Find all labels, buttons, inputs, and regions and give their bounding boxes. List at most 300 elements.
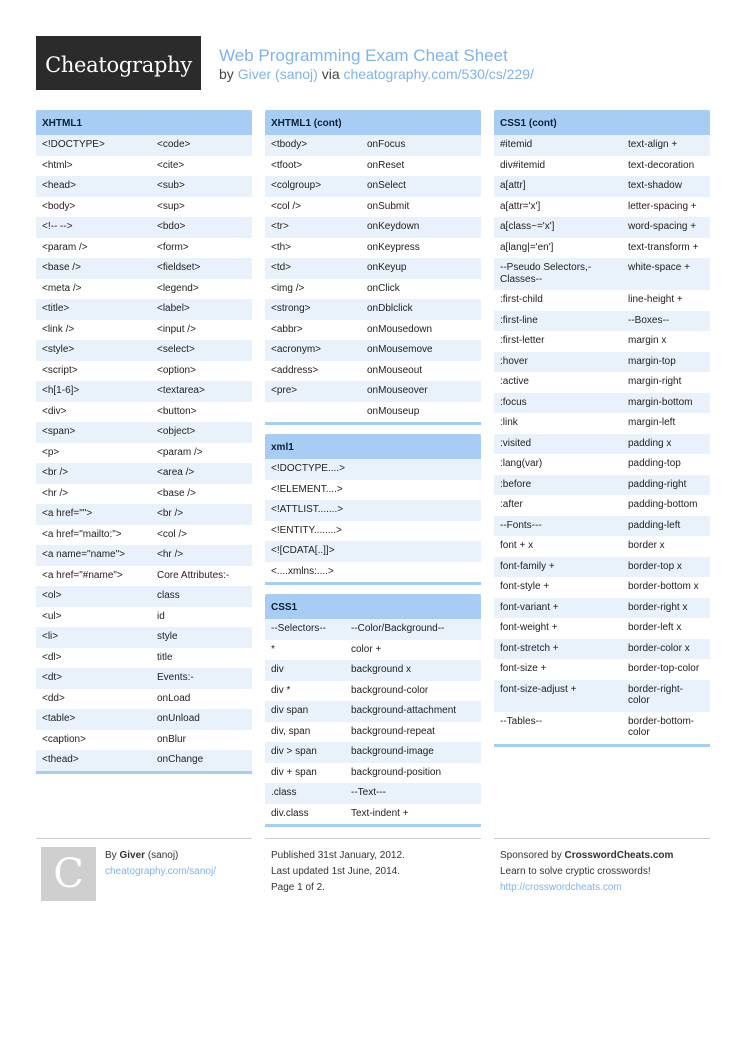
published-date: Published 31st January, 2012. bbox=[271, 850, 405, 861]
table-cell: font-stretch + bbox=[500, 642, 559, 654]
table-cell: border-bottom-color bbox=[628, 715, 695, 738]
table-cell: <!DOCTYPE....> bbox=[271, 463, 345, 474]
table-row bbox=[265, 459, 481, 480]
table-cell: <th> bbox=[271, 241, 292, 253]
table-cell: <a href=""> bbox=[42, 508, 93, 519]
table-row bbox=[494, 712, 710, 744]
table-cell: color + bbox=[351, 643, 382, 655]
table-cell: text-shadow bbox=[628, 180, 682, 191]
table-cell: <cite> bbox=[157, 159, 185, 171]
table-row bbox=[36, 566, 252, 587]
column-1 bbox=[36, 110, 252, 783]
table-cell: a[attr='x'] bbox=[500, 200, 541, 212]
table-cell: :before bbox=[500, 478, 532, 490]
table-cell: onMouseover bbox=[367, 385, 428, 396]
sheet-url-link[interactable]: cheatography.com/530/cs/229/ bbox=[343, 66, 534, 82]
table-cell: div, span bbox=[271, 725, 311, 737]
table-cell: white-space + bbox=[628, 262, 690, 273]
table-cell: <legend> bbox=[157, 282, 199, 294]
table-cell: <tfoot> bbox=[271, 159, 303, 171]
table-cell: <base /> bbox=[42, 262, 81, 273]
table-row bbox=[265, 640, 481, 661]
table-cell: font-variant + bbox=[500, 601, 559, 613]
table-row bbox=[36, 463, 252, 484]
table-row bbox=[265, 135, 481, 156]
table-row bbox=[36, 238, 252, 259]
table-cell: <span> bbox=[42, 426, 76, 437]
table-cell: <textarea> bbox=[157, 385, 205, 396]
table-cell: <a name="name"> bbox=[42, 549, 125, 560]
author-avatar[interactable] bbox=[41, 847, 96, 901]
table-cell: word-spacing + bbox=[628, 221, 697, 232]
table-row bbox=[265, 238, 481, 259]
table-cell: <body> bbox=[42, 200, 76, 212]
logo-text: Cheatography bbox=[45, 52, 192, 77]
table-row bbox=[265, 340, 481, 361]
table-row bbox=[36, 176, 252, 197]
column-2 bbox=[265, 110, 481, 836]
table-row bbox=[494, 217, 710, 238]
table-cell: onDblclick bbox=[367, 303, 413, 314]
table-cell: <param /> bbox=[157, 446, 203, 458]
section-box bbox=[494, 110, 710, 747]
table-row bbox=[265, 320, 481, 341]
table-cell: onKeypress bbox=[367, 241, 420, 253]
table-cell: <!ENTITY........> bbox=[271, 524, 342, 536]
table-row bbox=[36, 402, 252, 423]
table-row bbox=[36, 320, 252, 341]
table-row bbox=[36, 422, 252, 443]
sponsor-name[interactable]: CrosswordCheats.com bbox=[564, 850, 674, 861]
table-row bbox=[36, 525, 252, 546]
table-row bbox=[494, 290, 710, 311]
table-cell: <sup> bbox=[157, 200, 185, 212]
table-cell: onReset bbox=[367, 159, 405, 171]
table-cell: <select> bbox=[157, 344, 195, 355]
section-title: XHTML1 bbox=[36, 110, 252, 135]
table-row bbox=[494, 639, 710, 660]
table-row bbox=[36, 730, 252, 751]
table-cell: line-height + bbox=[628, 294, 683, 305]
table-row bbox=[265, 217, 481, 238]
table-row bbox=[494, 258, 710, 290]
table-cell: border-color x bbox=[628, 642, 690, 654]
table-cell: title bbox=[157, 651, 173, 663]
cheatography-logo[interactable] bbox=[36, 36, 201, 90]
table-row bbox=[265, 156, 481, 177]
table-cell: <bdo> bbox=[157, 221, 186, 232]
table-cell: onUnload bbox=[157, 713, 200, 724]
table-row bbox=[265, 176, 481, 197]
table-cell: padding-right bbox=[628, 478, 687, 490]
table-row bbox=[494, 311, 710, 332]
table-cell: <thead> bbox=[42, 754, 79, 765]
table-cell: <input /> bbox=[157, 323, 196, 335]
table-cell: padding x bbox=[628, 437, 672, 449]
table-cell: font + x bbox=[500, 540, 534, 551]
table-cell: background-color bbox=[351, 684, 429, 696]
table-cell: <div> bbox=[42, 405, 67, 417]
table-cell: border x bbox=[628, 540, 665, 551]
table-row bbox=[494, 331, 710, 352]
table-cell: #itemid bbox=[500, 139, 533, 150]
table-cell: <li> bbox=[42, 631, 59, 642]
footer-dates bbox=[271, 848, 405, 896]
table-cell: <img /> bbox=[271, 282, 305, 294]
table-row bbox=[36, 607, 252, 628]
table-cell: <option> bbox=[157, 364, 196, 376]
table-row bbox=[265, 197, 481, 218]
table-cell: <meta /> bbox=[42, 282, 82, 294]
table-cell: margin x bbox=[628, 335, 667, 346]
table-cell: a[class~='x'] bbox=[500, 221, 555, 232]
table-cell: <html> bbox=[42, 159, 73, 171]
footer-author-name: Giver bbox=[119, 850, 146, 861]
table-cell: border-bottom x bbox=[628, 581, 699, 592]
table-row bbox=[36, 668, 252, 689]
table-cell: <strong> bbox=[271, 303, 311, 314]
table-cell: text-align + bbox=[628, 139, 678, 150]
table-cell: <script> bbox=[42, 364, 78, 376]
table-cell: <br /> bbox=[42, 467, 69, 478]
table-row bbox=[36, 156, 252, 177]
table-cell: <colgroup> bbox=[271, 180, 322, 191]
table-cell: <style> bbox=[42, 344, 75, 355]
table-cell: onKeydown bbox=[367, 221, 420, 232]
table-row bbox=[36, 627, 252, 648]
table-row bbox=[36, 545, 252, 566]
table-cell: <table> bbox=[42, 713, 76, 724]
sponsor-tagline: Learn to solve cryptic crosswords! bbox=[500, 866, 651, 877]
table-cell: onMouseout bbox=[367, 364, 423, 376]
table-row bbox=[36, 648, 252, 669]
table-cell: :lang(var) bbox=[500, 458, 543, 469]
section-box bbox=[265, 110, 481, 425]
table-row bbox=[265, 562, 481, 583]
table-row bbox=[265, 361, 481, 382]
table-row bbox=[494, 577, 710, 598]
table-cell: :visited bbox=[500, 437, 532, 449]
table-cell: --Boxes-- bbox=[628, 314, 670, 326]
table-cell: background-position bbox=[351, 766, 442, 778]
table-cell: <sub> bbox=[157, 180, 185, 191]
footer-divider bbox=[265, 838, 481, 839]
section-box bbox=[36, 110, 252, 774]
table-row bbox=[494, 156, 710, 177]
table-cell: <dl> bbox=[42, 651, 62, 663]
table-cell: <code> bbox=[157, 139, 191, 150]
table-cell: onFocus bbox=[367, 139, 406, 150]
table-cell: :active bbox=[500, 376, 529, 387]
table-cell: border-left x bbox=[628, 622, 682, 633]
table-cell: onMouseup bbox=[367, 405, 420, 417]
table-cell: <fieldset> bbox=[157, 262, 201, 273]
byline-via: via bbox=[321, 66, 340, 82]
table-cell: <td> bbox=[271, 262, 292, 273]
table-cell: background x bbox=[351, 664, 412, 675]
table-cell: <object> bbox=[157, 426, 196, 437]
table-row bbox=[494, 680, 710, 712]
table-row bbox=[36, 340, 252, 361]
table-row bbox=[36, 299, 252, 320]
table-row bbox=[494, 598, 710, 619]
table-cell: :focus bbox=[500, 396, 527, 408]
section-title: CSS1 bbox=[265, 594, 481, 619]
table-cell: border-right x bbox=[628, 601, 688, 613]
table-cell: <h[1-6]> bbox=[42, 385, 80, 396]
table-cell: background-attachment bbox=[351, 705, 457, 716]
table-cell: border-top-color bbox=[628, 663, 700, 674]
table-row bbox=[265, 804, 481, 825]
table-cell: border-top x bbox=[628, 560, 682, 572]
table-row bbox=[494, 557, 710, 578]
byline bbox=[219, 66, 534, 82]
table-cell: div > span bbox=[271, 746, 317, 757]
table-cell: <a href="mailto:"> bbox=[42, 528, 122, 540]
table-cell: <tr> bbox=[271, 221, 289, 232]
table-cell: <![CDATA[..]]> bbox=[271, 545, 335, 556]
table-row bbox=[36, 381, 252, 402]
sponsor-link[interactable]: http://crosswordcheats.com bbox=[500, 882, 622, 893]
table-row bbox=[494, 434, 710, 455]
table-cell: --Pseudo Selectors,-Classes-- bbox=[500, 262, 592, 285]
table-cell: onMousemove bbox=[367, 344, 433, 355]
table-cell: margin-left bbox=[628, 417, 676, 428]
table-row bbox=[36, 258, 252, 279]
table-cell: div + span bbox=[271, 766, 317, 778]
table-row bbox=[494, 393, 710, 414]
table-cell: .class bbox=[271, 787, 297, 798]
table-cell: margin-top bbox=[628, 355, 676, 367]
table-cell: --Tables-- bbox=[500, 715, 543, 727]
table-cell: class bbox=[157, 590, 180, 601]
footer-divider bbox=[494, 838, 710, 839]
footer-author-handle: (sanoj) bbox=[147, 850, 179, 861]
table-cell: font-size + bbox=[500, 663, 547, 674]
footer-author bbox=[105, 848, 216, 880]
table-cell: a[attr] bbox=[500, 180, 526, 191]
table-cell bbox=[265, 402, 361, 423]
table-cell: style bbox=[157, 631, 178, 642]
table-row bbox=[36, 586, 252, 607]
table-cell: font-size-adjust + bbox=[500, 683, 577, 695]
table-cell: margin-bottom bbox=[628, 396, 693, 408]
footer-by: By bbox=[105, 850, 117, 861]
table-row bbox=[494, 372, 710, 393]
table-cell: <p> bbox=[42, 446, 60, 458]
table-cell: <abbr> bbox=[271, 323, 303, 335]
table-row bbox=[494, 176, 710, 197]
table-cell: text-decoration bbox=[628, 159, 695, 171]
table-row bbox=[36, 361, 252, 382]
table-row bbox=[494, 135, 710, 156]
table-cell: <!ELEMENT....> bbox=[271, 483, 343, 495]
table-row bbox=[265, 521, 481, 542]
table-cell: div bbox=[271, 664, 284, 675]
table-cell: a[lang|='en'] bbox=[500, 241, 554, 253]
table-row bbox=[265, 619, 481, 640]
table-cell: :hover bbox=[500, 355, 528, 367]
table-cell: div#itemid bbox=[500, 159, 546, 171]
table-cell: <caption> bbox=[42, 733, 86, 745]
table-cell: * bbox=[271, 643, 275, 655]
table-cell: <!DOCTYPE> bbox=[42, 139, 105, 150]
section-title: CSS1 (cont) bbox=[494, 110, 710, 135]
table-cell: --Color/Background-- bbox=[351, 623, 445, 634]
table-cell: font-weight + bbox=[500, 622, 558, 633]
table-cell: background-repeat bbox=[351, 725, 435, 737]
table-row bbox=[265, 402, 481, 423]
table-row bbox=[265, 500, 481, 521]
table-row bbox=[36, 750, 252, 771]
table-cell: onBlur bbox=[157, 733, 186, 745]
table-cell: <link /> bbox=[42, 323, 75, 335]
table-cell: <pre> bbox=[271, 385, 298, 396]
table-row bbox=[36, 443, 252, 464]
table-cell: --Fonts--- bbox=[500, 519, 542, 531]
table-cell: <dt> bbox=[42, 672, 63, 683]
table-cell: <head> bbox=[42, 180, 76, 191]
table-cell: background-image bbox=[351, 746, 434, 757]
table-row bbox=[265, 541, 481, 562]
table-row bbox=[36, 197, 252, 218]
table-cell: <hr /> bbox=[42, 487, 69, 499]
table-row bbox=[36, 217, 252, 238]
table-row bbox=[265, 258, 481, 279]
table-cell: Core Attributes:- bbox=[157, 569, 230, 581]
table-cell: <title> bbox=[42, 303, 70, 314]
table-cell: <form> bbox=[157, 241, 189, 253]
footer-author-link[interactable]: cheatography.com/sanoj/ bbox=[105, 866, 216, 877]
table-cell: margin-right bbox=[628, 376, 682, 387]
table-cell: div span bbox=[271, 705, 309, 716]
table-cell: <ul> bbox=[42, 610, 62, 622]
table-cell: text-transform + bbox=[628, 241, 699, 253]
section-title: XHTML1 (cont) bbox=[265, 110, 481, 135]
table-row bbox=[494, 238, 710, 259]
table-cell: onLoad bbox=[157, 692, 191, 704]
table-cell: padding-top bbox=[628, 458, 681, 469]
table-cell: <acronym> bbox=[271, 344, 322, 355]
table-cell: id bbox=[157, 610, 165, 622]
table-cell: <....xmlns:....> bbox=[271, 565, 334, 577]
table-cell: <tbody> bbox=[271, 139, 308, 150]
table-cell: Events:- bbox=[157, 672, 194, 683]
table-row bbox=[494, 352, 710, 373]
table-cell: :first-letter bbox=[500, 335, 545, 346]
table-cell: :after bbox=[500, 499, 523, 510]
table-row bbox=[494, 454, 710, 475]
section-title: xml1 bbox=[265, 434, 481, 459]
table-cell: <base /> bbox=[157, 487, 196, 499]
table-cell: border-right-color bbox=[628, 683, 684, 706]
table-cell: <a href="#name"> bbox=[42, 569, 123, 581]
table-row bbox=[494, 475, 710, 496]
table-cell: <!-- --> bbox=[42, 221, 73, 232]
table-cell: onChange bbox=[157, 754, 204, 765]
table-cell: padding-left bbox=[628, 519, 681, 531]
table-row bbox=[494, 618, 710, 639]
page-title: Web Programming Exam Cheat Sheet bbox=[219, 46, 508, 65]
table-row bbox=[36, 279, 252, 300]
author-link[interactable]: Giver (sanoj) bbox=[237, 66, 318, 82]
page-number: Page 1 of 2. bbox=[271, 882, 325, 893]
section-box bbox=[265, 434, 481, 585]
table-row bbox=[494, 197, 710, 218]
table-row bbox=[265, 742, 481, 763]
updated-date: Last updated 1st June, 2014. bbox=[271, 866, 400, 877]
table-cell: <area /> bbox=[157, 467, 195, 478]
table-row bbox=[265, 722, 481, 743]
table-cell: onSelect bbox=[367, 180, 406, 191]
table-row bbox=[265, 279, 481, 300]
table-row bbox=[494, 495, 710, 516]
table-cell: <hr /> bbox=[157, 549, 184, 560]
table-row bbox=[265, 701, 481, 722]
table-cell: onClick bbox=[367, 282, 400, 294]
table-row bbox=[265, 783, 481, 804]
table-row bbox=[36, 689, 252, 710]
table-cell: font-family + bbox=[500, 560, 555, 572]
table-cell: <label> bbox=[157, 303, 190, 314]
footer-sponsor bbox=[500, 848, 673, 896]
footer-divider bbox=[36, 838, 252, 839]
section-box bbox=[265, 594, 481, 827]
byline-by: by bbox=[219, 66, 234, 82]
table-cell: onKeyup bbox=[367, 262, 407, 273]
table-row bbox=[494, 516, 710, 537]
table-cell: <button> bbox=[157, 405, 197, 417]
table-cell: <col /> bbox=[157, 528, 188, 540]
table-row bbox=[36, 135, 252, 156]
table-row bbox=[36, 504, 252, 525]
table-cell: letter-spacing + bbox=[628, 200, 697, 212]
table-cell: --Text--- bbox=[351, 787, 386, 798]
table-cell: font-style + bbox=[500, 581, 550, 592]
table-cell: div * bbox=[271, 684, 291, 696]
table-cell: <param /> bbox=[42, 241, 88, 253]
table-row bbox=[265, 381, 481, 402]
table-cell: onMousedown bbox=[367, 323, 433, 335]
table-cell: <col /> bbox=[271, 200, 302, 212]
table-row bbox=[265, 660, 481, 681]
table-cell: :first-line bbox=[500, 314, 538, 326]
table-row bbox=[36, 484, 252, 505]
table-row bbox=[265, 763, 481, 784]
avatar-letter: C bbox=[53, 851, 84, 897]
table-row bbox=[265, 299, 481, 320]
table-cell: :link bbox=[500, 417, 518, 428]
table-row bbox=[36, 709, 252, 730]
table-cell: :first-child bbox=[500, 294, 543, 305]
table-cell: <br /> bbox=[157, 508, 184, 519]
table-cell: div.class bbox=[271, 807, 309, 819]
table-row bbox=[265, 480, 481, 501]
table-cell: padding-bottom bbox=[628, 499, 698, 510]
column-3 bbox=[494, 110, 710, 756]
table-cell: <dd> bbox=[42, 692, 65, 704]
table-cell: <!ATTLIST.......> bbox=[271, 504, 344, 515]
table-row bbox=[265, 681, 481, 702]
table-cell: --Selectors-- bbox=[271, 623, 327, 634]
table-cell: <address> bbox=[271, 364, 319, 376]
table-row bbox=[494, 659, 710, 680]
table-cell: Text-indent + bbox=[351, 807, 409, 819]
table-cell: onSubmit bbox=[367, 200, 410, 212]
table-row bbox=[494, 413, 710, 434]
sponsored-by-label: Sponsored by bbox=[500, 850, 562, 861]
table-row bbox=[494, 536, 710, 557]
